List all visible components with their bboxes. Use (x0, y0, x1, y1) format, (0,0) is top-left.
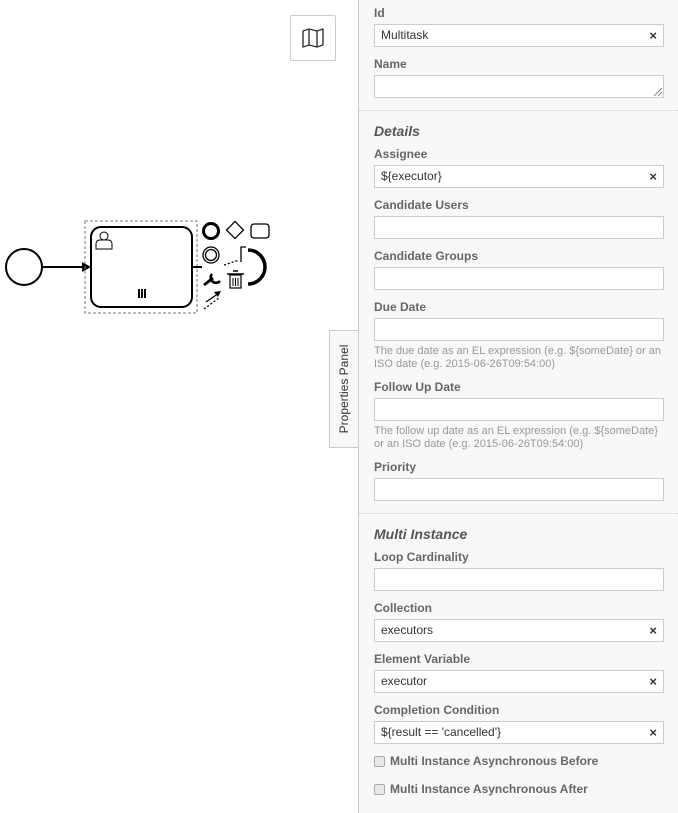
element-variable-value: executor (381, 674, 428, 688)
parallel-multi-instance-icon (138, 289, 146, 298)
task-icon[interactable] (251, 224, 269, 238)
connect-icon[interactable] (204, 291, 221, 309)
intermediate-event-icon[interactable] (203, 247, 219, 263)
trash-icon[interactable] (227, 271, 244, 288)
multi-instance-group (359, 526, 678, 796)
completion-condition-field[interactable] (374, 721, 664, 744)
priority-label: Priority (374, 460, 417, 474)
gateway-icon[interactable] (227, 222, 244, 239)
arrowhead-icon (82, 262, 91, 272)
clear-element-variable-icon[interactable]: × (649, 674, 657, 689)
properties-panel-toggle[interactable] (329, 330, 358, 448)
async-before-row[interactable] (374, 754, 664, 768)
follow-up-date-description: The follow up date as an EL expression (e.g. ${someDate} or an ISO date (e.g. 2015-06-26T09:54:00) (374, 425, 658, 450)
async-after-label: Multi Instance Asynchronous After (390, 782, 588, 796)
details-title: Details (374, 123, 420, 139)
resize-handle-icon[interactable] (654, 88, 662, 96)
candidate-groups-label: Candidate Groups (374, 249, 479, 263)
follow-up-date-field[interactable] (374, 398, 664, 421)
completion-condition-label: Completion Condition (374, 703, 500, 717)
candidate-users-label: Candidate Users (374, 198, 469, 212)
id-label: Id (374, 6, 385, 20)
id-value: Multitask (381, 28, 429, 42)
priority-field[interactable] (374, 478, 664, 501)
clear-id-icon[interactable]: × (649, 28, 657, 43)
assignee-field[interactable] (374, 165, 664, 188)
clear-completion-condition-icon[interactable]: × (649, 725, 657, 740)
wrench-icon[interactable] (204, 274, 220, 285)
general-group (359, 0, 678, 98)
name-field[interactable] (374, 75, 664, 98)
element-variable-field[interactable] (374, 670, 664, 693)
details-group (359, 123, 678, 501)
due-date-field[interactable] (374, 318, 664, 341)
collection-label: Collection (374, 601, 433, 615)
minimap-toggle-button[interactable] (290, 15, 336, 61)
properties-panel (358, 0, 678, 813)
completion-condition-value: ${result == 'cancelled'} (381, 725, 501, 739)
candidate-groups-field[interactable] (374, 267, 664, 290)
map-icon (302, 28, 324, 48)
loop-marker-icon (248, 250, 265, 284)
element-variable-label: Element Variable (374, 652, 471, 666)
due-date-label: Due Date (374, 300, 427, 314)
async-after-row[interactable] (374, 782, 664, 796)
collection-value: executors (381, 623, 434, 637)
multi-instance-title: Multi Instance (374, 526, 468, 542)
loop-cardinality-label: Loop Cardinality (374, 550, 469, 564)
end-event-icon[interactable] (204, 224, 219, 239)
collection-field[interactable] (374, 619, 664, 642)
follow-up-date-label: Follow Up Date (374, 380, 461, 394)
properties-panel-label: Properties Panel (337, 344, 351, 434)
clear-assignee-icon[interactable]: × (649, 169, 657, 184)
text-annotation-icon[interactable] (224, 247, 246, 265)
loop-cardinality-field[interactable] (374, 568, 664, 591)
assignee-label: Assignee (374, 147, 428, 161)
async-after-checkbox[interactable] (374, 784, 385, 795)
id-field[interactable] (374, 24, 664, 47)
user-task-multitask[interactable] (91, 227, 192, 307)
assignee-value: ${executor} (381, 169, 442, 183)
due-date-description: The due date as an EL expression (e.g. ${someDate} or an ISO date (e.g. 2015-06-26T09:54:00) (374, 345, 661, 370)
clear-collection-icon[interactable]: × (649, 623, 657, 638)
candidate-users-field[interactable] (374, 216, 664, 239)
async-before-checkbox[interactable] (374, 756, 385, 767)
name-label: Name (374, 57, 407, 71)
start-event[interactable] (6, 249, 42, 285)
async-before-label: Multi Instance Asynchronous Before (390, 754, 599, 768)
